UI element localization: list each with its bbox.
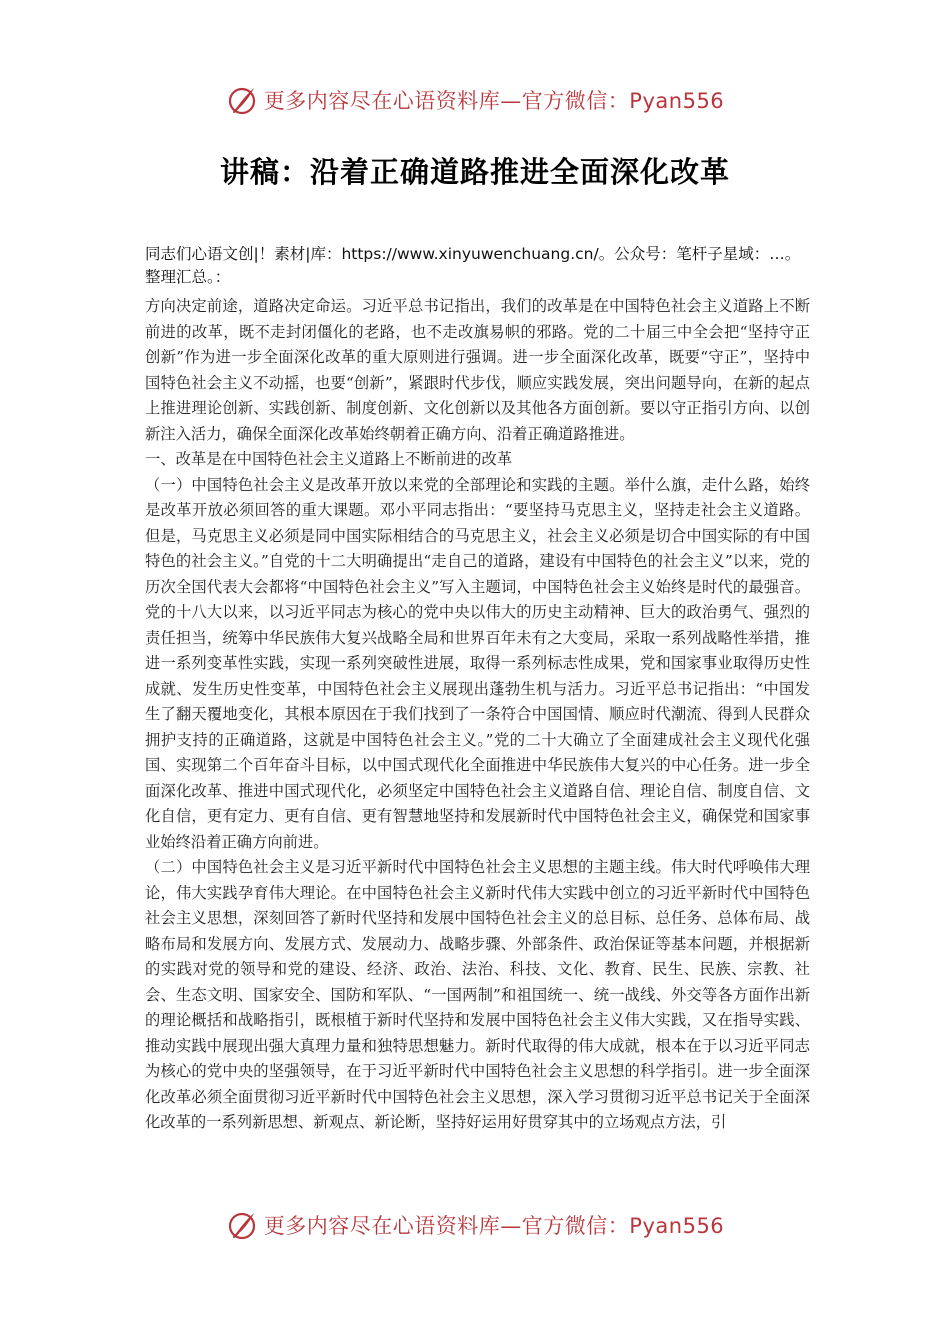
paragraph-subsection-2: （二）中国特色社会主义是习近平新时代中国特色社会主义思想的主题主线。伟大时代呼唤伟大理论，伟大实践孕育伟大理论。在中国特色社会主义新时代伟大实践中创立的习近平新时代中国特色社会主义思想，深刻回答了新时代坚持和发展中国特色社会主义的总目标、总任务、总体布局、战略布局和发展方向、发展方式、发展动力、战略步骤、外部条件、政治保证等基本问题，并根据新的实践对党的领导和党的建设、经济、政治、法治、科技、文化、教育、民生、民族、宗教、社会、生态文明、国家安全、国防和军队、“一国两制”和祖国统一、统一战线、外交等各方面作出新的理论概括和战略指引，既根植于新时代坚持和发展中国特色社会主义伟大实践，又在指导实践、推动实践中展现出强大真理力量和独特思想魅力。新时代取得的伟大成就，根本在于以习近平同志为核心的党中央的坚强领导，在于习近平新时代中国特色社会主义思想的科学指引。进一步全面深化改革必须全面贯彻习近平新时代中国特色社会主义思想，深入学习贯彻习近平总书记关于全面深化改革的一系列新思想、新观点、新论断，坚持好运用好贯穿其中的立场观点方法，引 xyxy=(145,858,810,1131)
document-title: 讲稿：沿着正确道路推进全面深化改革 xyxy=(219,155,730,189)
paragraph-subsection-1: （一）中国特色社会主义是改革开放以来党的全部理论和实践的主题。举什么旗，走什么路，始终是改革开放必须回答的重大课题。邓小平同志指出：“要坚持马克思主义，坚持走社会主义道路。但是，马克思主义必须是同中国实际相结合的马克思主义，社会主义必须是切合中国实际的有中国特色的社会主义。”自党的十二大明确提出“走自己的道路，建设有中国特色的社会主义”以来，党的历次全国代表大会都将“中国特色社会主义”写入主题词，中国特色社会主义始终是时代的最强音。党的十八大以来，以习近平同志为核心的党中央以伟大的历史主动精神、巨大的政治勇气、强烈的责任担当，统筹中华民族伟大复兴战略全局和世界百年未有之大变局，采取一系列战略性举措，推进一系列变革性实践，实现一系列突破性进展，取得一系列标志性成果，党和国家事业取得历史性成就、发生历史性变革，中国特色社会主义展现出蓬勃生机与活力。习近平总书记指出：“中国发生了翻天覆地变化，其根本原因在于我们找到了一条符合中国国情、顺应时代潮流、得到人民群众拥护支持的正确道路，这就是中国特色社会主义。”党的二十大确立了全面建成社会主义现代化强国、实现第二个百年奋斗目标，以中国式现代化全面推进中华民族伟大复兴的中心任务。进一步全面深化改革、推进中国式现代化，必须坚定中国特色社会主义道路自信、理论自信、制度自信、文化自信，更有定力、更有自信、更有智慧地坚持和发展新时代中国特色社会主义，确保党和国家事业始终沿着正确方向前进。 xyxy=(145,475,810,851)
source-line: 同志们心语文创|！素材|库：https://www.xinyuwenchuang.cn/。公众号：笔杆子星域：…。整理汇总。： xyxy=(145,245,801,286)
document-body xyxy=(145,294,810,1136)
quill-pen-logo-icon xyxy=(226,1209,258,1241)
quill-pen-logo-icon xyxy=(226,84,258,116)
section-heading: 一、改革是在中国特色社会主义道路上不断前进的改革 xyxy=(145,450,513,468)
watermark-text: 更多内容尽在心语资料库—官方微信：Pyan556 xyxy=(263,1214,725,1238)
paragraph-intro: 方向决定前途，道路决定命运。习近平总书记指出，我们的改革是在中国特色社会主义道路上不断前进的改革，既不走封闭僵化的老路，也不走改旗易帜的邪路。党的二十届三中全会把“坚持守正创新”作为进一步全面深化改革的重大原则进行强调。进一步全面深化改革，既要“守正”，坚持中国特色社会主义不动摇，也要“创新”，紧跟时代步伐，顺应实践发展，突出问题导向，在新的起点上推进理论创新、实践创新、制度创新、文化创新以及其他各方面创新。要以守正指引方向、以创新注入活力，确保全面深化改革始终朝着正确方向、沿着正确道路推进。 xyxy=(145,297,810,443)
watermark-text: 更多内容尽在心语资料库—官方微信：Pyan556 xyxy=(263,89,725,113)
footer-watermark-banner xyxy=(0,1205,950,1245)
header-watermark-banner xyxy=(0,80,950,120)
